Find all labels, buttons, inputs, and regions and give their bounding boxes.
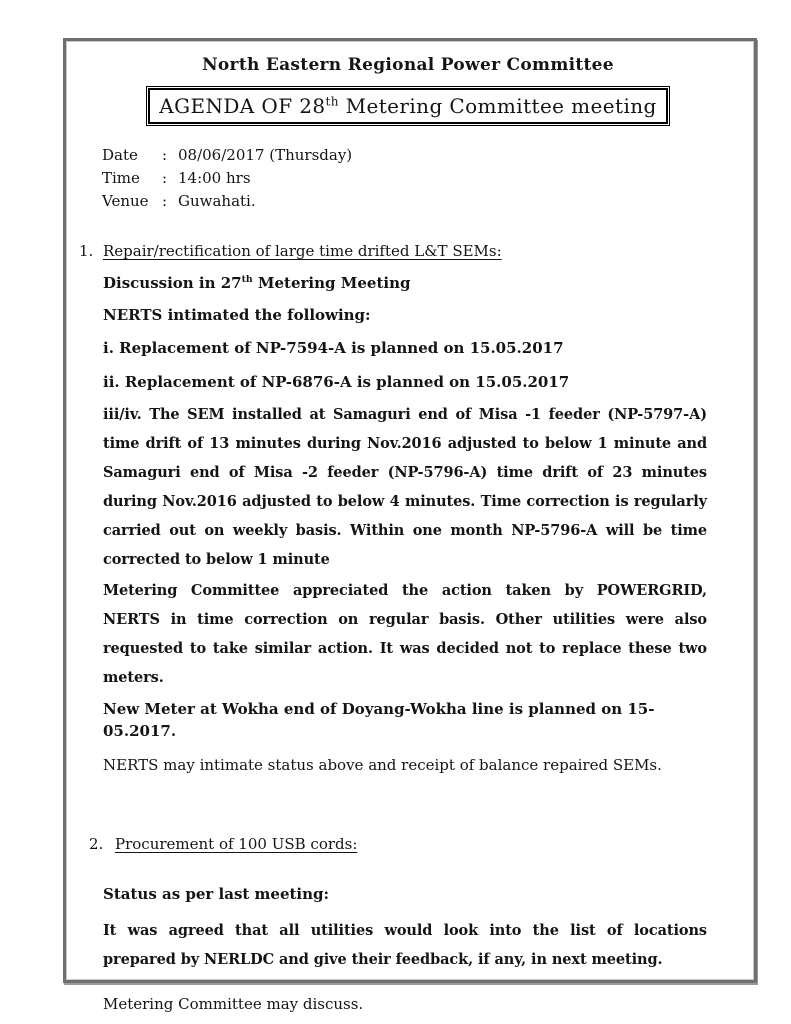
section1-new-meter-line: New Meter at Wokha end of Doyang-Wokha line is planned on 15-05.2017. bbox=[103, 700, 655, 740]
meta-colon: : bbox=[162, 169, 168, 187]
agenda-title-row bbox=[79, 88, 737, 124]
section1-item-i: i. Replacement of NP-7594-A is planned on 15.05.2017 bbox=[103, 339, 564, 357]
org-title: North Eastern Regional Power Committee bbox=[202, 55, 614, 75]
section2-number: 2. bbox=[89, 835, 104, 853]
agenda-title-superscript: th bbox=[325, 94, 339, 109]
section1-paragraph-iii-iv: iii/iv. The SEM installed at Samaguri end of Misa -1 feeder (NP-5797-A) time drift of 13 minutes during Nov.2016 adjusted to below 1 minute and Samaguri end of Misa -2 feeder (NP-5796-A) time drift of 23 minutes during Nov.2016 adjusted to below 4 minutes. Time correction is regularly carried out on weekly basis. Within one month NP-5796-A will be time corrected to below 1 minute bbox=[103, 406, 707, 568]
agenda-title-box bbox=[148, 88, 667, 124]
section2-discuss-line: Metering Committee may discuss. bbox=[103, 995, 364, 1013]
section2-title: Procurement of 100 USB cords: bbox=[115, 835, 358, 853]
section1-heading bbox=[79, 240, 737, 262]
agenda-title-prefix: AGENDA OF 28 bbox=[159, 94, 326, 118]
meta-value-time: 14:00 hrs bbox=[178, 169, 251, 187]
section1-appreciation-paragraph: Metering Committee appreciated the action taken by POWERGRID, NERTS in time correction on regular basis. Other utilities were also requested to take similar action. It was decided not to replace these two meters. bbox=[103, 582, 707, 686]
discussion-superscript: th bbox=[241, 274, 253, 285]
meta-row-time bbox=[102, 167, 737, 190]
section1-body bbox=[103, 273, 707, 776]
page-border-frame bbox=[63, 38, 757, 1013]
meeting-meta-block bbox=[102, 144, 737, 213]
section2-heading bbox=[89, 833, 737, 855]
meta-value-date: 08/06/2017 (Thursday) bbox=[178, 146, 353, 164]
meta-colon: : bbox=[162, 146, 168, 164]
section1-intimated-line: NERTS intimated the following: bbox=[103, 306, 371, 324]
meta-value-venue: Guwahati. bbox=[178, 192, 256, 210]
meta-label-time: Time bbox=[102, 169, 140, 187]
section1-title: Repair/rectification of large time drifted L&T SEMs: bbox=[103, 242, 502, 260]
section2-status-label: Status as per last meeting: bbox=[103, 885, 330, 903]
meta-colon: : bbox=[162, 192, 168, 210]
meta-row-date bbox=[102, 144, 737, 167]
agenda-title-suffix: Metering Committee meeting bbox=[338, 94, 657, 118]
discussion-prefix: Discussion in 27 bbox=[103, 274, 242, 292]
section1-status-note: NERTS may intimate status above and receipt of balance repaired SEMs. bbox=[103, 756, 662, 774]
meta-row-venue bbox=[102, 190, 737, 213]
meta-label-date: Date bbox=[102, 146, 138, 164]
section2-body bbox=[103, 884, 707, 1015]
section2-agreed-paragraph: It was agreed that all utilities would look into the list of locations prepared by NERLDC and give their feedback, if any, in next meeting. bbox=[103, 922, 707, 968]
meta-label-venue: Venue bbox=[102, 192, 149, 210]
section1-item-ii: ii. Replacement of NP-6876-A is planned on 15.05.2017 bbox=[103, 373, 570, 391]
section1-number: 1. bbox=[79, 242, 94, 260]
discussion-suffix: Metering Meeting bbox=[252, 274, 411, 292]
section1-discussion-line bbox=[103, 273, 707, 294]
